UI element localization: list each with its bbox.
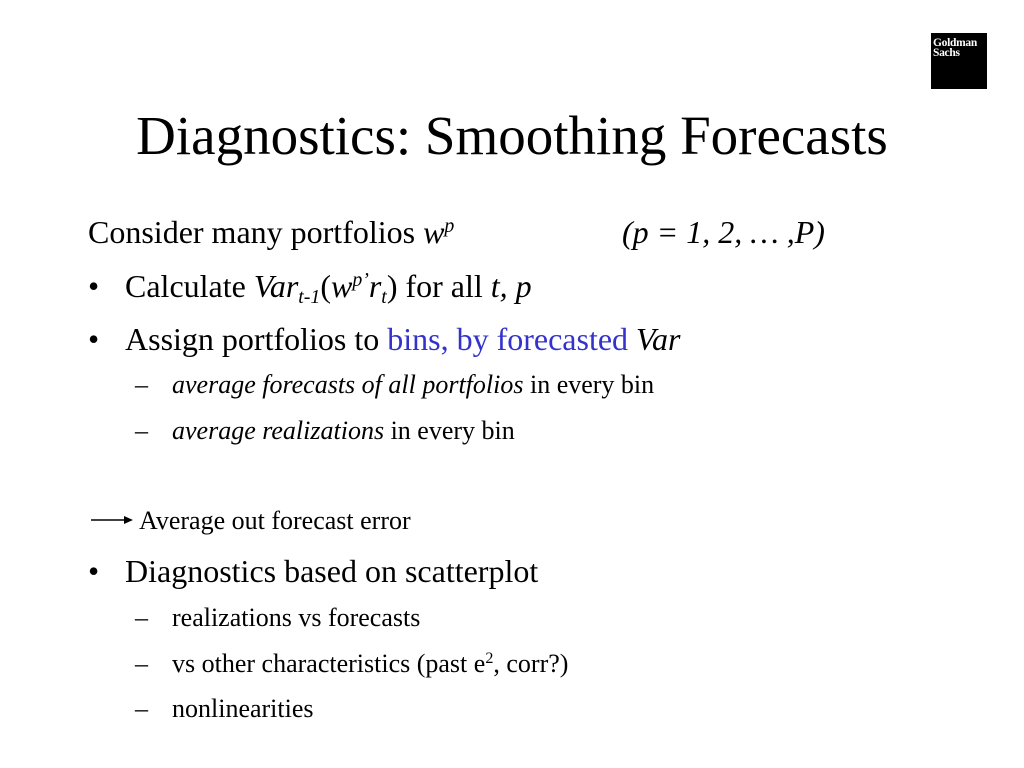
bullet-marker: •	[88, 268, 100, 304]
intro-text: Consider many portfolios	[88, 214, 424, 250]
right-arrow-icon	[90, 513, 134, 527]
sub2-rest: in every bin	[384, 416, 515, 445]
bullet-marker: •	[88, 553, 100, 589]
bullet-assign	[125, 323, 681, 355]
assign-lead: Assign portfolios to	[125, 321, 388, 357]
calc-var: Var	[253, 268, 299, 304]
sub4-sup: 2	[485, 650, 494, 668]
assign-blue-text: bins, by forecasted	[387, 321, 637, 357]
calc-sup: p’	[352, 269, 369, 292]
dash-marker: –	[135, 370, 148, 399]
intro-line	[88, 216, 454, 248]
goldman-sachs-logo	[931, 33, 987, 89]
intro-w: w	[423, 214, 445, 250]
calc-close: )	[386, 268, 398, 304]
sub1-rest: in every bin	[523, 370, 655, 399]
logo-line-1: Goldman	[933, 37, 977, 49]
assign-var: Var	[636, 321, 681, 357]
sub4-a: vs other characteristics (past e	[172, 649, 486, 678]
dash-marker: –	[135, 649, 148, 678]
bullet-calculate	[125, 268, 532, 308]
dash-marker: –	[135, 416, 148, 445]
calc-tp: t, p	[490, 268, 532, 304]
dash-marker: –	[135, 603, 148, 632]
bullet-marker: •	[88, 321, 100, 357]
sub2-italic: average realizations	[172, 416, 385, 445]
arrow-text: Average out forecast error	[139, 506, 411, 535]
sub-item-nonlinearities: nonlinearities	[172, 694, 314, 723]
sub-item-realizations-vs-forecasts: realizations vs forecasts	[172, 603, 421, 632]
intro-range-text: (p = 1, 2, … ,P)	[622, 214, 825, 250]
logo-line-2: Sachs	[933, 47, 960, 59]
sub-item-other-characteristics	[172, 651, 568, 677]
dash-marker: –	[135, 694, 148, 723]
intro-p: p	[444, 215, 455, 238]
sub-item-realizations	[172, 418, 515, 444]
bullet-diagnostics: Diagnostics based on scatterplot	[125, 553, 539, 589]
slide-title: Diagnostics: Smoothing Forecasts	[136, 105, 888, 166]
sub4-b: , corr?)	[493, 649, 569, 678]
calc-sub: t-1	[298, 285, 321, 308]
calc-mid: for all	[397, 268, 491, 304]
intro-range	[622, 216, 825, 248]
calc-open: (	[320, 268, 331, 304]
calc-r: r	[368, 268, 382, 304]
sub1-italic: average forecasts of all portfolios	[172, 370, 524, 399]
calc-r-sub: t	[381, 285, 387, 308]
calc-w: w	[330, 268, 353, 304]
calc-lead: Calculate	[125, 268, 254, 304]
sub-item-forecasts	[172, 372, 654, 398]
